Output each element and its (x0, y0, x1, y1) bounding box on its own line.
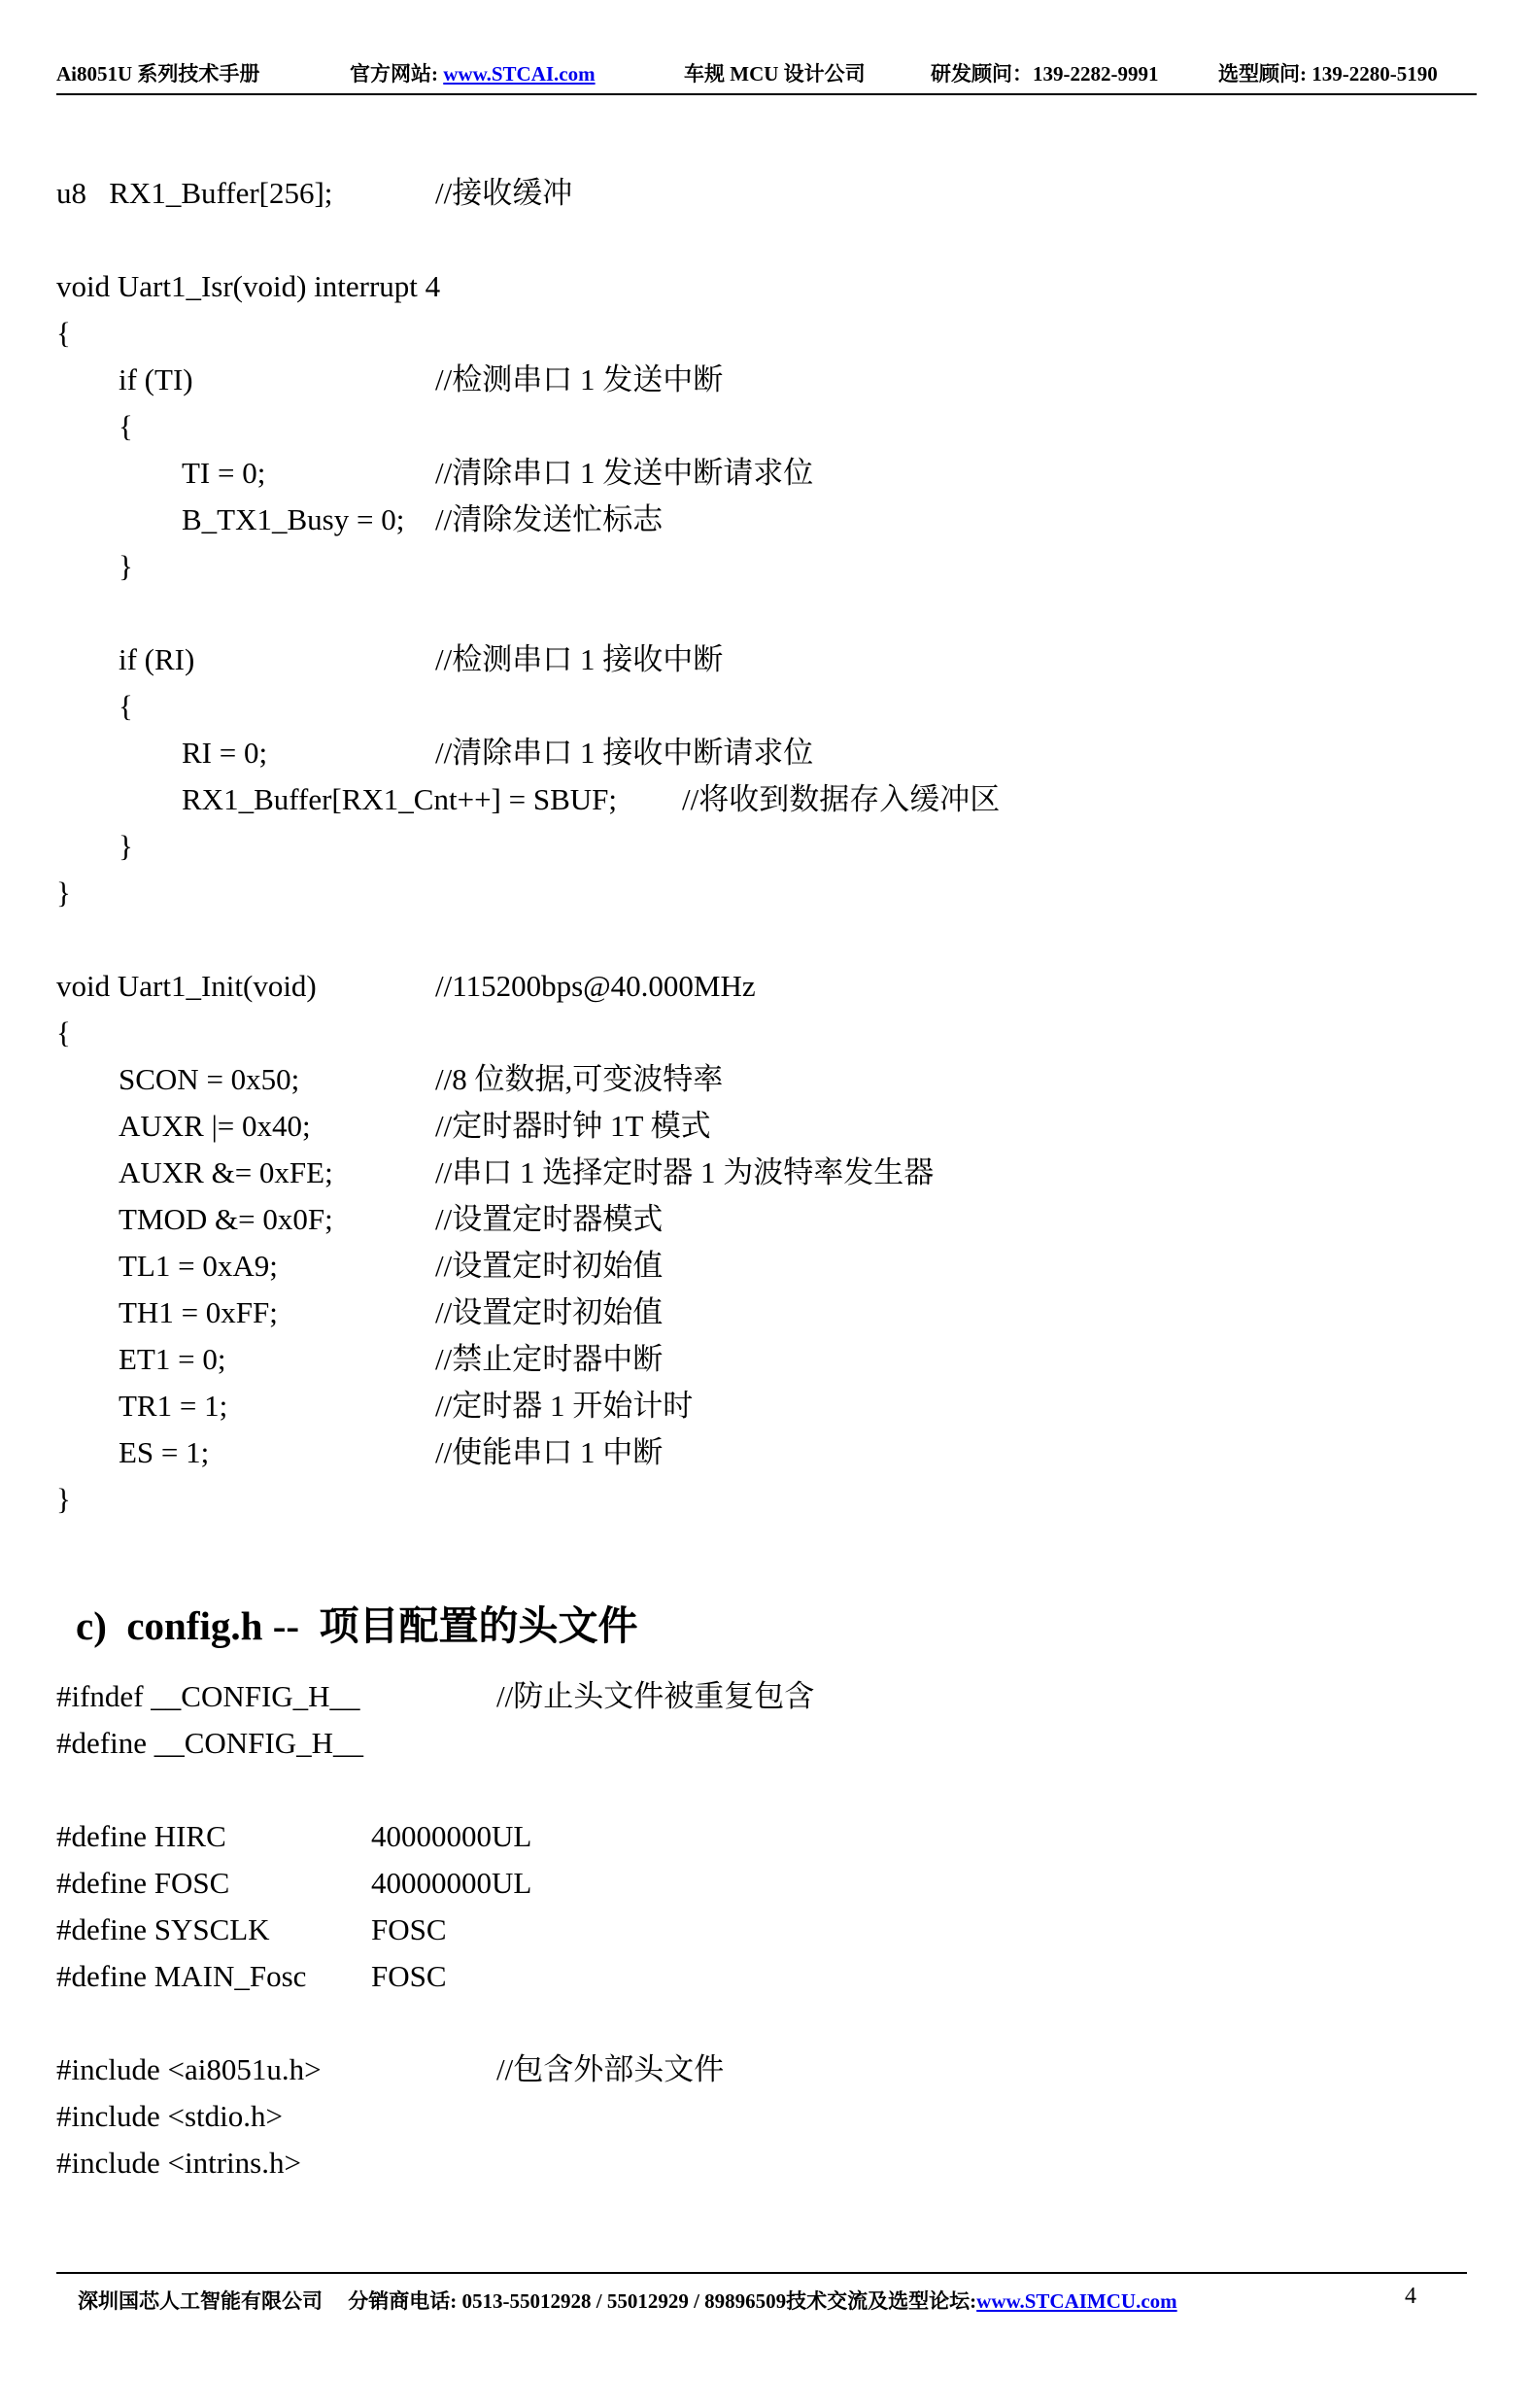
code-line: u8 RX1_Buffer[256]; (56, 176, 333, 210)
define-value: FOSC (371, 1912, 447, 1946)
code-line: TR1 = 1; (119, 1389, 228, 1423)
code-line: } (119, 829, 133, 863)
code-comment: //清除发送忙标志 (435, 502, 664, 536)
code-comment: //串口 1 选择定时器 1 为波特率发生器 (435, 1155, 935, 1189)
code-line: { (56, 1015, 71, 1049)
code-comment: //8 位数据,可变波特率 (435, 1062, 724, 1096)
code-comment: //清除串口 1 接收中断请求位 (435, 736, 814, 770)
code-comment: //115200bps@40.000MHz (435, 969, 756, 1003)
code-comment: //检测串口 1 发送中断 (435, 362, 724, 396)
code-line: B_TX1_Busy = 0; (182, 502, 405, 536)
code-comment: //禁止定时器中断 (435, 1342, 664, 1376)
code-comment: //接收缓冲 (435, 176, 573, 210)
code-line: void Uart1_Isr(void) interrupt 4 (56, 269, 441, 303)
header-divider (56, 93, 1477, 95)
code-line: } (119, 549, 133, 583)
code-line: { (119, 409, 133, 443)
define-value: 40000000UL (371, 1819, 532, 1853)
code-comment: //包含外部头文件 (496, 2052, 725, 2086)
code-line: #define FOSC (56, 1866, 230, 1900)
footer-company: 深圳国芯人工智能有限公司 (78, 2289, 323, 2313)
code-line: #include <ai8051u.h> (56, 2052, 322, 2086)
code-comment: //定时器 1 开始计时 (435, 1389, 694, 1423)
rd-advisor: 研发顾问：139-2282-9991 (931, 62, 1159, 86)
code-comment: //防止头文件被重复包含 (496, 1679, 815, 1713)
site-link[interactable]: www.STCAI.com (443, 62, 596, 86)
section-heading (76, 1594, 638, 1651)
code-line: #define SYSCLK (56, 1912, 270, 1946)
code-comment: //设置定时初始值 (435, 1295, 664, 1329)
code-line: ET1 = 0; (119, 1342, 226, 1376)
footer-divider (56, 2272, 1467, 2274)
code-line: } (56, 876, 71, 910)
section-label: c) (76, 1603, 107, 1648)
code-line: #define HIRC (56, 1819, 226, 1853)
doc-title: Ai8051U 系列技术手册 (56, 62, 260, 86)
code-comment: //检测串口 1 接收中断 (435, 642, 724, 676)
code-line: TL1 = 0xA9; (119, 1249, 278, 1283)
selection-advisor: 选型顾问: 139-2280-5190 (1218, 62, 1438, 86)
code-line: TI = 0; (182, 456, 266, 490)
code-line: #define __CONFIG_H__ (56, 1726, 363, 1760)
site-info (350, 58, 596, 87)
code-line: SCON = 0x50; (119, 1062, 300, 1096)
code-comment: //将收到数据存入缓冲区 (682, 782, 1001, 816)
section-title: config.h -- 项目配置的头文件 (126, 1603, 638, 1648)
code-line: #include <intrins.h> (56, 2146, 301, 2180)
code-line: #include <stdio.h> (56, 2099, 283, 2133)
code-comment: //清除串口 1 发送中断请求位 (435, 456, 814, 490)
define-value: 40000000UL (371, 1866, 532, 1900)
code-comment: //定时器时钟 1T 模式 (435, 1109, 711, 1143)
define-value: FOSC (371, 1959, 447, 1993)
code-line: AUXR |= 0x40; (119, 1109, 311, 1143)
code-line: if (RI) (119, 642, 195, 676)
code-comment: //设置定时初始值 (435, 1249, 664, 1283)
code-comment: //设置定时器模式 (435, 1202, 664, 1236)
code-line: } (56, 1482, 71, 1516)
code-comment: //使能串口 1 中断 (435, 1435, 664, 1469)
code-line: TH1 = 0xFF; (119, 1295, 278, 1329)
code-line: AUXR &= 0xFE; (119, 1155, 333, 1189)
page-header (56, 58, 1477, 97)
forum-link[interactable]: www.STCAIMCU.com (976, 2289, 1177, 2313)
page-number: 4 (1405, 2284, 1416, 2309)
company-tagline: 车规 MCU 设计公司 (684, 62, 866, 86)
code-line: TMOD &= 0x0F; (119, 1202, 333, 1236)
site-label: 官方网站: (350, 62, 444, 86)
code-line: RX1_Buffer[RX1_Cnt++] = SBUF; (182, 782, 618, 816)
code-line: #define MAIN_Fosc (56, 1959, 307, 1993)
footer-distributor: 分销商电话: 0513-55012928 / 55012929 / 89896509技术交流及选型论坛: (348, 2289, 977, 2313)
code-line: void Uart1_Init(void) (56, 969, 317, 1003)
code-line: RI = 0; (182, 736, 268, 770)
page-footer (78, 2286, 1177, 2315)
code-line: { (56, 316, 71, 350)
code-line: ES = 1; (119, 1435, 210, 1469)
code-line: { (119, 689, 133, 723)
code-line: #ifndef __CONFIG_H__ (56, 1679, 360, 1713)
code-line: if (TI) (119, 362, 193, 396)
